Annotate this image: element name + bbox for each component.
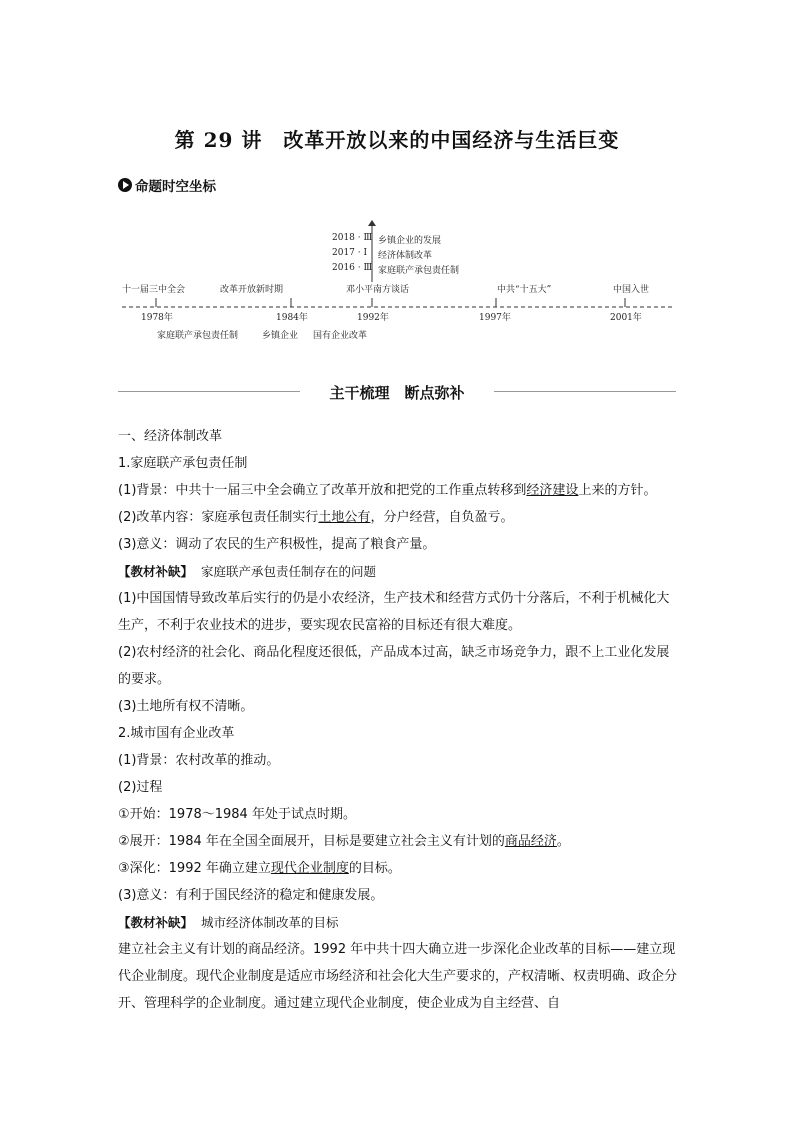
paragraph: (3)意义：调动了农民的生产积极性，提高了粮食产量。	[118, 537, 436, 552]
timeline-year: 1997年	[479, 313, 511, 323]
paragraph	[118, 477, 678, 504]
exam-label: 2016 · Ⅲ	[332, 263, 373, 273]
paragraph: (1)中国国情导致改革后实行的仍是小农经济，生产技术和经营方式仍十分落后，不利于机械化大生产，不利于农业技术的进步，要实现农民富裕的目标还有很大难度。	[118, 591, 670, 633]
divider-label: 主干梳理 断点弥补	[329, 384, 465, 402]
timeline	[0, 220, 794, 350]
text: (1)背景：中共十一届三中全会确立了改革开放和把党的工作重点转移到	[118, 483, 527, 498]
exam-arrow-head	[368, 220, 376, 226]
underlined-term: 土地公有	[318, 510, 371, 525]
timeline-event: 十一届三中全会	[122, 285, 186, 295]
timeline-bottom-label: 国有企业改革	[313, 331, 368, 341]
paragraph	[118, 828, 678, 855]
underlined-term: 经济建设	[526, 483, 579, 498]
exam-topic: 家庭联产承包责任制	[378, 266, 460, 276]
text: (2)改革内容：家庭承包责任制实行	[118, 510, 319, 525]
paragraph: (2)农村经济的社会化、商品化程度还很低，产品成本过高，缺乏市场竞争力，跟不上工业化发展的要求。	[118, 645, 670, 687]
paragraph: (2)过程	[118, 780, 163, 795]
paragraph: ①开始：1978～1984 年处于试点时期。	[118, 807, 356, 822]
main-content	[118, 423, 678, 1017]
paragraph	[118, 855, 678, 882]
section-divider	[118, 382, 676, 402]
supplement-title: 家庭联产承包责任制存在的问题	[200, 564, 376, 579]
text: 上来的方针。	[578, 483, 657, 498]
text: 的目标。	[348, 861, 401, 876]
text: ③深化：1992 年确立建立	[118, 861, 271, 876]
section-heading-label: 命题时空坐标	[135, 179, 216, 195]
timeline-event: 改革开放新时期	[220, 285, 284, 295]
page-title: 第 29 讲 改革开放以来的中国经济与生活巨变	[174, 128, 620, 152]
underlined-term: 商品经济	[504, 834, 557, 849]
supplement-tag: 【教材补缺】	[118, 564, 194, 579]
timeline-bottom-label: 家庭联产承包责任制	[157, 331, 239, 341]
text: ，分户经营，自负盈亏。	[370, 510, 514, 525]
heading-economic-reform: 一、经济体制改革	[118, 429, 223, 444]
paragraph: 建立社会主义有计划的商品经济。1992 年中共十四大确立进一步深化企业改革的目标——建立现代企业制度。现代企业制度是适应市场经济和社会化大生产要求的，产权清晰、权责明确、政企分开、管理科学的企业制度。通过建立现代企业制度，使企业成为自主经营、自	[118, 942, 678, 1011]
timeline-year: 1984年	[276, 313, 308, 323]
subheading-household-contract: 1.家庭联产承包责任制	[118, 456, 248, 471]
paragraph: (3)意义：有利于国民经济的稳定和健康发展。	[118, 888, 384, 903]
exam-topic: 乡镇企业的发展	[378, 236, 442, 246]
timeline-year: 2001年	[610, 313, 642, 323]
timeline-year: 1992年	[357, 313, 389, 323]
exam-label: 2017 · Ⅰ	[332, 248, 368, 258]
supplement-title: 城市经济体制改革的目标	[200, 915, 339, 930]
section-heading	[118, 175, 216, 195]
subheading-state-enterprise: 2.城市国有企业改革	[118, 726, 235, 741]
exam-topic: 经济体制改革	[378, 251, 433, 261]
timeline-event: 邓小平南方谈话	[346, 285, 410, 295]
underlined-term: 现代企业制度	[270, 861, 349, 876]
timeline-event: 中国入世	[613, 285, 650, 295]
timeline-event: 中共“十五大”	[497, 285, 552, 295]
exam-label: 2018 · Ⅲ	[332, 233, 373, 243]
paragraph	[118, 504, 678, 531]
text: ②展开：1984 年在全国全面展开，目标是要建立社会主义有计划的	[118, 834, 505, 849]
supplement-heading	[118, 558, 678, 585]
paragraph: (1)背景：农村改革的推动。	[118, 753, 280, 768]
timeline-year: 1978年	[141, 313, 173, 323]
supplement-heading	[118, 909, 678, 936]
play-icon	[118, 178, 132, 192]
supplement-tag: 【教材补缺】	[118, 915, 194, 930]
timeline-bottom-label: 乡镇企业	[262, 331, 299, 341]
paragraph: (3)土地所有权不清晰。	[118, 699, 254, 714]
text: 。	[556, 834, 570, 849]
